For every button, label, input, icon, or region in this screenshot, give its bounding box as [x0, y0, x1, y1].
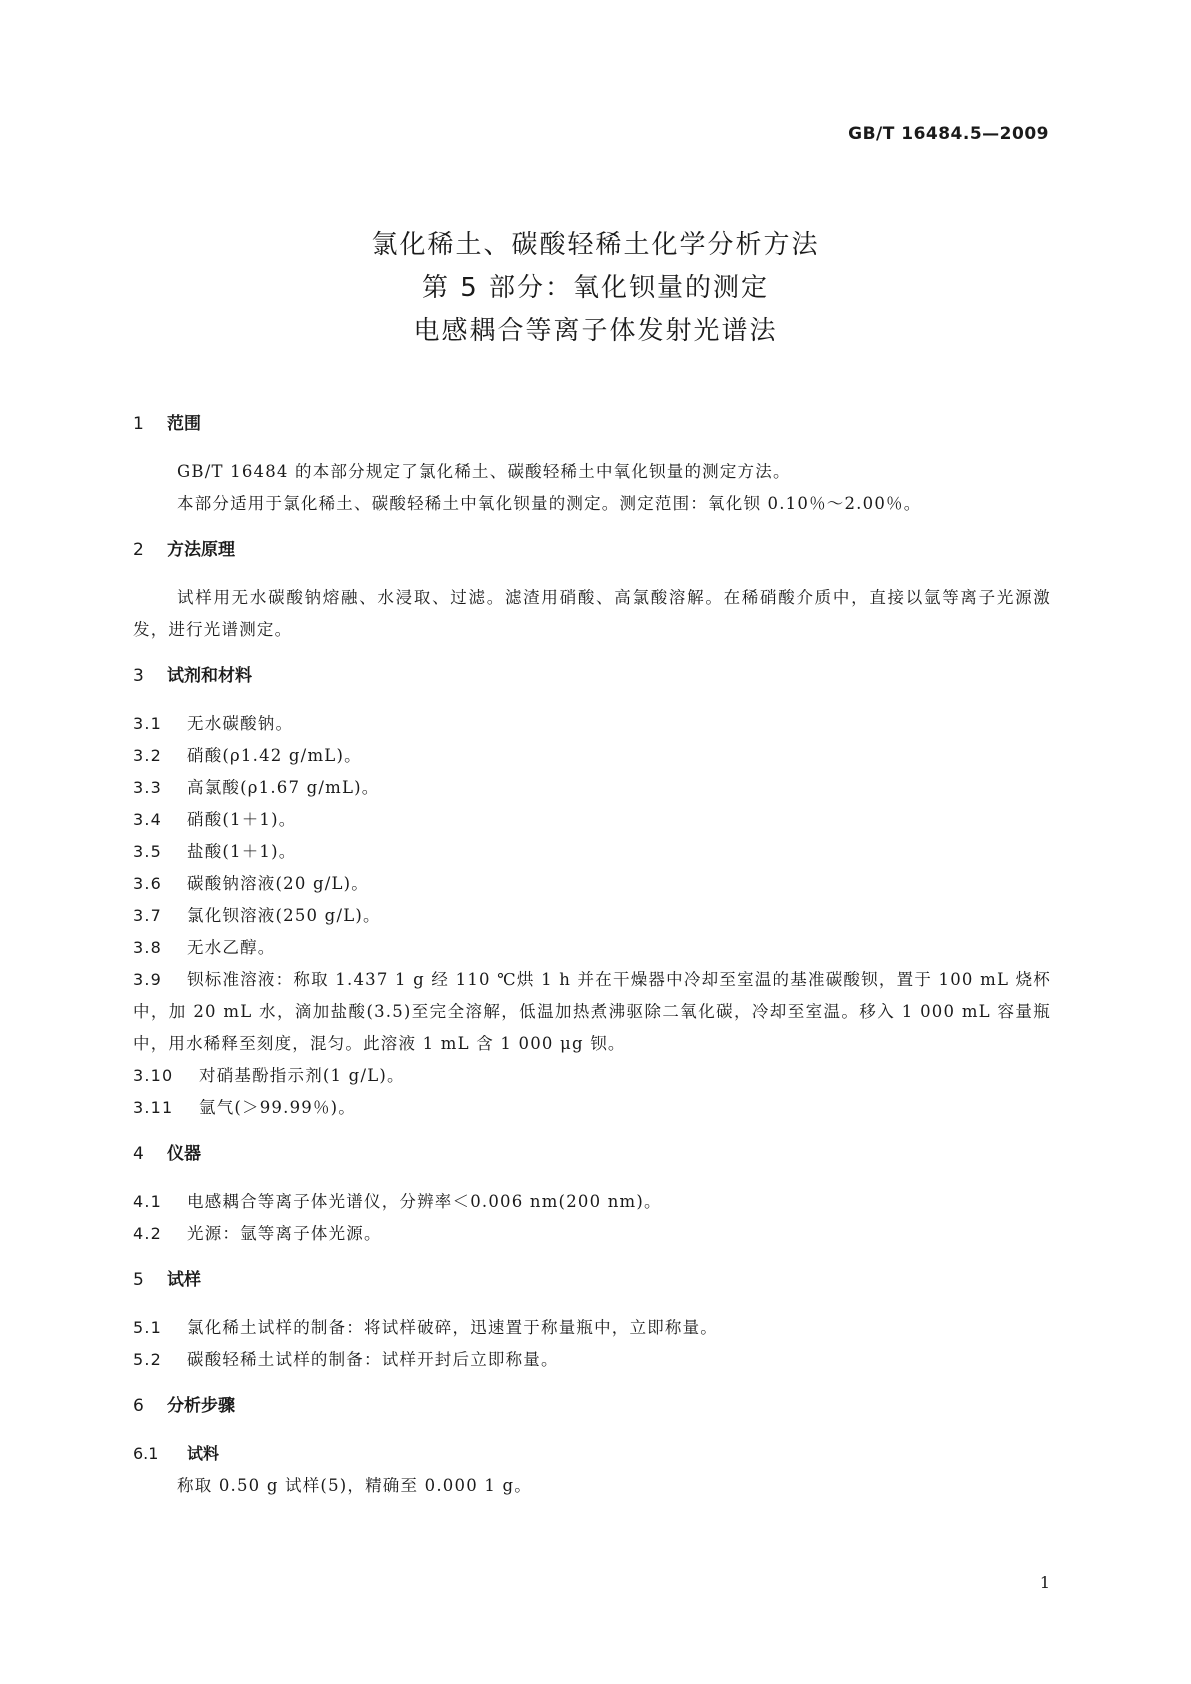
item-number: 3.9: [133, 970, 163, 989]
paragraph: 试样用无水碳酸钠熔融、水浸取、过滤。滤渣用硝酸、高氯酸溶解。在稀硝酸介质中，直接以氩等离子光源激发，进行光谱测定。: [133, 588, 1051, 639]
list-item: [133, 804, 1051, 836]
item-text: 无水乙醇。: [187, 938, 276, 957]
item-text: 盐酸(1＋1)。: [187, 842, 297, 861]
item-number: 3.6: [133, 874, 163, 893]
subsection-title: 试料: [187, 1444, 220, 1463]
item-number: 3.2: [133, 746, 163, 765]
standard-number: GB/T 16484.5—2009: [848, 124, 1049, 144]
title-line-2: 第 5 部分：氧化钡量的测定: [421, 273, 770, 303]
subsection-number: 6.1: [133, 1444, 159, 1463]
item-number: 4.2: [133, 1224, 163, 1243]
item-text: 对硝基酚指示剂(1 g/L)。: [199, 1066, 405, 1085]
section-5-heading: [133, 1268, 1051, 1292]
section-1-heading: [133, 412, 1051, 436]
section-number: 3: [133, 666, 144, 686]
item-text: 氯化稀土试样的制备：将试样破碎，迅速置于称量瓶中，立即称量。: [187, 1318, 718, 1337]
list-item: [133, 900, 1051, 932]
list-item: [133, 1218, 1051, 1250]
section-number: 6: [133, 1396, 144, 1416]
item-text: 硝酸(ρ1.42 g/mL)。: [187, 746, 362, 765]
list-item: [133, 964, 1051, 1060]
item-text: 硝酸(1＋1)。: [187, 810, 297, 829]
list-item: [133, 932, 1051, 964]
item-number: 5.2: [133, 1350, 163, 1369]
section-number: 5: [133, 1270, 144, 1290]
paragraph: GB/T 16484 的本部分规定了氯化稀土、碳酸轻稀土中氧化钡量的测定方法。: [177, 462, 791, 481]
item-number: 3.11: [133, 1098, 174, 1117]
item-text: 氯化钡溶液(250 g/L)。: [187, 906, 381, 925]
item-number: 3.4: [133, 810, 163, 829]
section-number: 4: [133, 1144, 144, 1164]
section-title: 范围: [167, 414, 201, 434]
item-number: 5.1: [133, 1318, 163, 1337]
subsection-6-1-heading: [133, 1438, 1051, 1470]
item-number: 3.5: [133, 842, 163, 861]
section-title: 试剂和材料: [167, 666, 252, 686]
section-title: 分析步骤: [167, 1396, 235, 1416]
title-line-3: 电感耦合等离子体发射光谱法: [413, 316, 778, 346]
section-title: 仪器: [167, 1144, 201, 1164]
list-item: [133, 1312, 1051, 1344]
section-number: 2: [133, 540, 144, 560]
item-number: 3.3: [133, 778, 163, 797]
paragraph: 称取 0.50 g 试样(5)，精确至 0.000 1 g。: [177, 1476, 532, 1495]
list-item: [133, 740, 1051, 772]
list-item: [133, 1344, 1051, 1376]
item-text: 碳酸钠溶液(20 g/L)。: [187, 874, 369, 893]
item-number: 3.1: [133, 714, 163, 733]
page-number: 1: [1039, 1573, 1050, 1592]
item-text: 光源：氩等离子体光源。: [187, 1224, 382, 1243]
title-line-1: 氯化稀土、碳酸轻稀土化学分析方法: [371, 230, 820, 260]
item-text: 高氯酸(ρ1.67 g/mL)。: [187, 778, 380, 797]
list-item: [133, 868, 1051, 900]
list-item: [133, 1060, 1051, 1092]
item-text: 碳酸轻稀土试样的制备：试样开封后立即称量。: [187, 1350, 559, 1369]
item-number: 3.7: [133, 906, 163, 925]
section-2-heading: [133, 538, 1051, 562]
item-text: 氩气(＞99.99％)。: [199, 1098, 357, 1117]
list-item: [133, 836, 1051, 868]
item-number: 4.1: [133, 1192, 163, 1211]
item-text: 无水碳酸钠。: [187, 714, 294, 733]
section-title: 试样: [167, 1270, 201, 1290]
section-3-heading: [133, 664, 1051, 688]
document-body: [133, 412, 1051, 1502]
item-text: 钡标准溶液：称取 1.437 1 g 经 110 ℃烘 1 h 并在干燥器中冷却至室温的基准碳酸钡，置于 100 mL 烧杯中，加 20 mL 水，滴加盐酸(3.5)至完全溶解，低温加热煮沸驱除二氧化碳，冷却至室温。移入 1 000 mL 容量瓶中，用水稀释至刻度，混匀。此溶液 1 mL 含 1 000 μg 钡。: [133, 970, 1051, 1053]
paragraph: 本部分适用于氯化稀土、碳酸轻稀土中氧化钡量的测定。测定范围：氧化钡 0.10％～2.00％。: [177, 494, 922, 513]
list-item: [133, 1092, 1051, 1124]
list-item: [133, 772, 1051, 804]
section-6-heading: [133, 1394, 1051, 1418]
document-title: [0, 224, 1191, 353]
section-number: 1: [133, 414, 144, 434]
list-item: [133, 1186, 1051, 1218]
section-4-heading: [133, 1142, 1051, 1166]
list-item: [133, 708, 1051, 740]
item-number: 3.10: [133, 1066, 174, 1085]
section-title: 方法原理: [167, 540, 235, 560]
item-text: 电感耦合等离子体光谱仪，分辨率＜0.006 nm(200 nm)。: [187, 1192, 662, 1211]
item-number: 3.8: [133, 938, 163, 957]
